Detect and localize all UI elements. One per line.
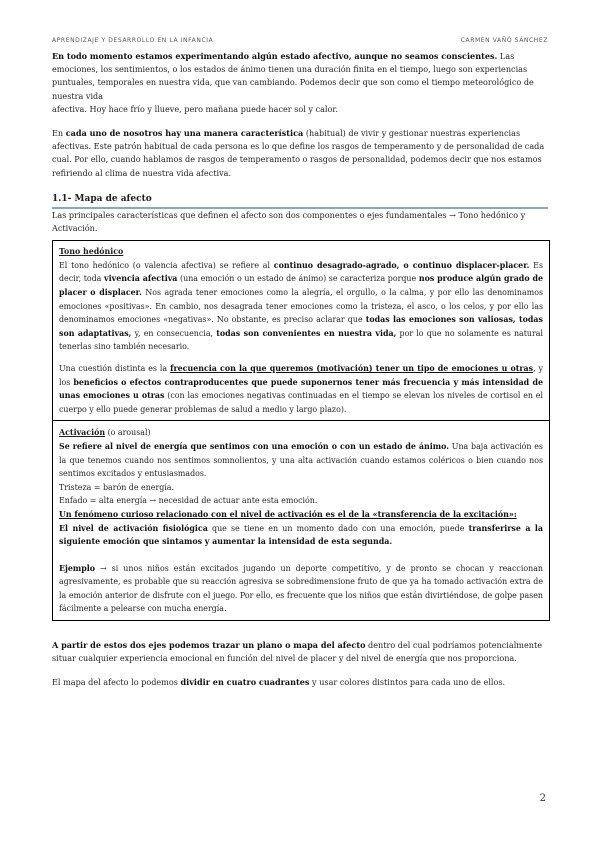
section-heading bbox=[52, 193, 548, 209]
intro-paragraph-1: En todo momento estamos experimentando algún estado afectivo, aunque no seamos conscientes. Las emociones, los sentimientos, o los estados de ánimo tienen una duración finita en el tiempo, luego son experiencias puntuales, temporales en nuestra vida, que van cambiando. Podemos decir que son como el tiempo meteorológico de nuestra vida afectiva. Hoy hace frío y llueve, pero mañana puede hacer sol y calor. bbox=[52, 51, 534, 114]
section-lead: Las principales características que definen el afecto son dos componentes o ejes fundamentales → Tono hedónico y Activación. bbox=[52, 209, 526, 234]
tristeza-line: Tristeza = barón de energía. bbox=[59, 482, 175, 492]
tono-paragraph-2: Una cuestión distinta es la frecuencia con la que queremos (motivación) tener un tipo de emociones u otras, y los beneficios o efectos contraproducentes que puede suponernos tener más frecuencia y más intensidad de unas emociones u otras (con las emociones negativas continuadas en el tiempo se elevan los niveles de cortisol en el cuerpo y ello puede generar problemas de salud a medio y largo plazo). bbox=[59, 363, 544, 414]
page-header bbox=[52, 37, 548, 44]
header-author: CARMEN VAÑÓ SÁNCHEZ bbox=[460, 37, 548, 44]
box-divider bbox=[53, 420, 549, 421]
concepts-box bbox=[52, 240, 550, 621]
page-content bbox=[52, 50, 548, 690]
intro-paragraph-2: En cada uno de nosotros hay una manera característica (habitual) de vivir y gestionar nuestras experiencias afectivas. Este patrón habitual de cada persona es lo que define los rasgos de temperamento y de personalidad de cada cual. Por ello, cuando hablamos de rasgos de temperamento o rasgos de personalidad, podemos decir que nos estamos refiriendo al clima de nuestra vida afectiva. bbox=[52, 128, 545, 178]
section-title: 1.1- Mapa de afecto bbox=[52, 193, 152, 204]
closing-paragraph-2: El mapa del afecto lo podemos dividir en cuatro cuadrantes y usar colores distintos para cada uno de ellos. bbox=[52, 677, 506, 688]
ejemplo-paragraph: Ejemplo → si unos niños están excitados jugando un deporte competitivo, y de pronto se chocan y reaccionan agresivamente, es probable que su reacción agresiva se sobredimensione fruto de que ya ha tomado activación extra de la emoción anterior de disfrute con el juego. Por ello, es frecuente que los niños que están divirtiéndose, de golpe pasen fácilmente a pelearse con mucha energía. bbox=[59, 563, 543, 614]
intro-bold: En todo momento estamos experimentando algún estado afectivo, aunque no seamos conscientes. bbox=[52, 51, 498, 61]
enfado-line: Enfado = alta energía → necesidad de actuar ante esta emoción. bbox=[59, 496, 318, 506]
activacion-paragraph-1: Se refiere al nivel de energía que sentimos con una emoción o con un estado de ánimo. Una baja activación es la que tenemos cuando nos sentimos somnolientos, y una alta activación cuando estamos coléricos o bien cuando nos sentimos excitados y entusiasmados. bbox=[59, 441, 543, 479]
closing-paragraph-1: A partir de estos dos ejes podemos trazar un plano o mapa del afecto dentro del cual podríamos potencialmente situar cualquier experiencia emocional en función del nivel de placer y del nivel de energía que nos proporciona. bbox=[52, 640, 543, 664]
tono-title: Tono hedónico bbox=[59, 247, 124, 257]
activacion-paragraph-3: El nivel de activación fisiológica que se tiene en un momento dado con una emoción, puede transferirse a la siguiente emoción que sintamos y aumentar la intensidad de esta segunda. bbox=[59, 523, 543, 547]
page-number: 2 bbox=[539, 793, 546, 804]
header-course: APRENDIZAJE Y DESARROLLO EN LA INFANCIA bbox=[52, 37, 214, 44]
curioso-line: Un fenómeno curioso relacionado con el nivel de activación es el de la «transferencia de la excitación»: bbox=[59, 509, 517, 519]
tono-paragraph-1: El tono hedónico (o valencia afectiva) se refiere al continuo desagrado-agrado, o continuo displacer-placer. Es decir, toda vivencia afectiva (una emoción o un estado de ánimo) se caracteriza porque nos produce algún grado de placer o displacer. Nos agrada tener emociones como la alegría, el orgullo, o la calma, y por ello las denominamos emociones «positivas». En cambio, nos desagrada tener emociones como la tristeza, el asco, o los celos, y por ello las denominamos emociones «negativas». No obstante, es preciso aclarar que todas las emociones son valiosas, todas son adaptativas, y, en consecuencia, todas son convenientes en nuestra vida, por lo que no solamente es natural tenerlas sino también necesario. bbox=[59, 260, 543, 352]
activacion-title: Activación (o arousal) bbox=[59, 428, 151, 438]
